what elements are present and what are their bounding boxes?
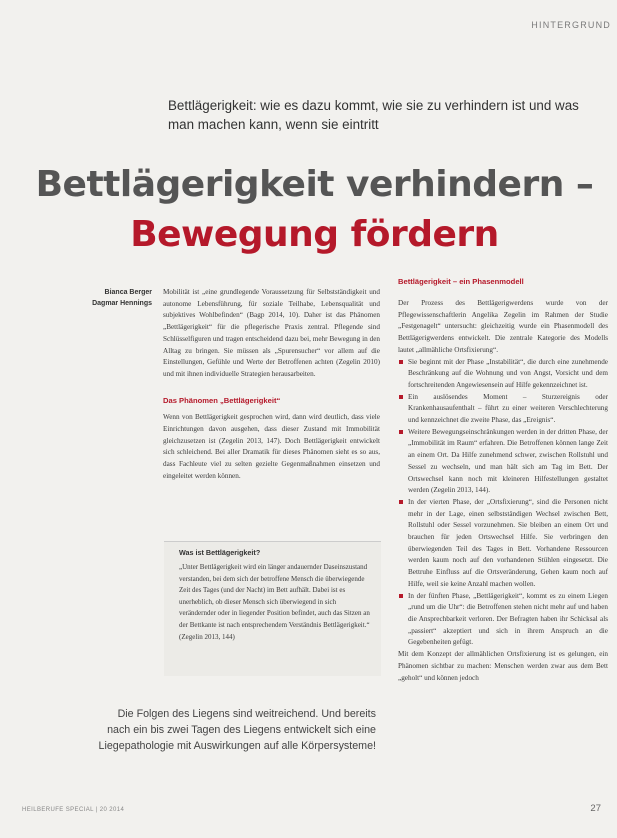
pull-quote: Die Folgen des Liegens sind weitreichend. Und bereits nach ein bis zwei Tagen des Liegens entwickelt sich eine Liegepathologie mit Auswirkungen auf alle Körpersysteme! xyxy=(98,708,376,752)
text-column-right xyxy=(398,277,608,684)
body-paragraph: Wenn von Bettlägerigkeit gesprochen wird, dann wird deutlich, dass viele Einrichtungen davon ausgehen, dass dieser Zustand mit Immobilität gleichzusetzen ist (Zegelin 2013, 147). Doch Bettlägerigkeit entwickelt sich schleichend. Bei aller Dramatik für dieses Phänomen sieht es so aus, dass Fachleute viel zu selten gezielte Gegenmaßnahmen einsetzen und eingeleitet werden können. xyxy=(163,413,380,480)
definition-box-title: Was ist Bettlägerigkeit? xyxy=(179,548,261,557)
article-kicker: Bettlägerigkeit: wie es dazu kommt, wie sie zu verhindern ist und was man machen kann, wenn sie eintritt xyxy=(168,98,579,132)
phase-list-item: Ein auslösendes Moment – Sturzereignis oder Krankenhausaufenthalt – führt zu einer weiteren Verschlechterung und kennzeichnet die zweite Phase, das „Ereignis“. xyxy=(408,392,608,427)
author-name: Bianca Berger xyxy=(104,289,152,296)
phase-list-item: In der vierten Phase, der „Ortsfixierung“, sind die Personen nicht mehr in der Lage, einen selbstständigen Wechsel zwischen Bett, Rollstuhl oder Sessel vorzunehmen. Sie bleiben an einem Ort und brauchen für jeden Ortswechsel Hilfe. Sie verbringen den überwiegenden Teil des Tages in Bett. Vorhandene Ressourcen werden kaum noch auf den vorhandenen Stühlen eingesetzt. Die Bettruhe Einfluss auf die Ortsveränderung, Gehen kaum noch auf Hilfe, weil sie keine Anzahl machen wollen. xyxy=(408,497,608,591)
article-headline xyxy=(22,160,607,260)
phase-model-intro: Der Prozess des Bettlägerigwerdens wurde von der Pflegewissenschaftlerin Angelika Zegelin im Rahmen der Studie „Festgenagelt“ untersucht: gleichzeitig wurde ein Phasenmodell des Bettlägerigwerdens entwickelt. Die zentrale Kategorie des Modells lautet „allmähliche Ortsfixierung“. xyxy=(398,299,608,354)
phase-list-item: In der fünften Phase, „Bettlägerigkeit“, kommt es zu einem Liegen „rund um die Uhr“: die Betroffenen stehen nicht mehr auf und haben die Ansprechbarkeit verloren. Der Befragten haben ihr Schicksal als „passiert“ akzeptiert und sich in ihrem Anspruch an die Gegebenheiten gefügt. xyxy=(408,591,608,650)
section-heading-phenomenon: Das Phänomen „Bettlägerigkeit“ xyxy=(163,395,281,405)
phase-list xyxy=(398,357,608,650)
author-name: Dagmar Hennings xyxy=(92,300,152,307)
author-list xyxy=(60,287,152,309)
definition-box-text: „Unter Bettlägerigkeit wird ein länger andauernder Daseinszustand verstanden, bei dem sich der betroffene Mensch die überwiegende Zeit des Tages (und der Nacht) im Bett aufhält. Dabei ist es unerheblich, ob dieser Mensch sich überwiegend in sich verändernder oder in liegender Position befindet, auch das Sitzen an der Bettkante ist nach entsprechendem Verständnis Bettlägerigkeit.“ (Zegelin 2013, 144) xyxy=(179,563,370,641)
definition-box xyxy=(164,541,381,676)
headline-line-1: Bettlägerigkeit verhindern – xyxy=(35,164,594,205)
intro-paragraph: Mobilität ist „eine grundlegende Voraussetzung für Selbstständigkeit und autonome Lebensführung, für soziale Teilhabe, Lebensqualität und subjektives Wohlbefinden“ (Bagp 2014, 10). Daher ist das Phänomen „Bettlägerigkeit“ für die pflegerische Praxis zentral. Pflegende sind Schlüsselfiguren und tragen entscheidend dazu bei, mehr Bewegung in den Alltag zu bringen. Sie müssen als „Spurensucher“ vor allem auf die Einstellungen, Gefühle und Werte der Betroffenen achten (Zegelin 2010) und mit ihnen individuelle Strategien herausarbeiten. xyxy=(163,288,380,378)
text-column-left xyxy=(163,287,380,483)
section-label: HINTERGRUND xyxy=(531,20,611,30)
section-heading-phase-model: Bettlägerigkeit – ein Phasenmodell xyxy=(398,277,524,286)
phase-list-item: Weitere Bewegungseinschränkungen werden in der dritten Phase, der „Immobilität im Raum“ erfahren. Die Betroffenen können lange Zeit an einem Ort. Da Hilfe zunehmend schwer, zwischen Rollstuhl und Sessel zu wechseln, und man hält sich am Tag im Bett. Der Ortswechsel kann noch mit kleineren Hilfestellungen gestaltet werden (Zegelin 2013, 144). xyxy=(408,427,608,497)
phase-model-outro: Mit dem Konzept der allmählichen Ortsfixierung ist es gelungen, ein Phänomen sichtbar zu machen: Menschen werden zwar aus dem Bett „geholt“ und können jedoch xyxy=(398,650,608,682)
page-number: 27 xyxy=(590,803,601,814)
footer-publication: HEILBERUFE SPECIAL | 20 2014 xyxy=(22,807,125,813)
headline-line-2: Bewegung fördern xyxy=(130,214,499,255)
phase-list-item: Sie beginnt mit der Phase „Instabilität“, die durch eine zunehmende Beschränkung auf die Wohnung und von Angst, Vorsicht und dem fortschreitenden Angewiesensein auf Hilfe gekennzeichnet ist. xyxy=(408,357,608,392)
